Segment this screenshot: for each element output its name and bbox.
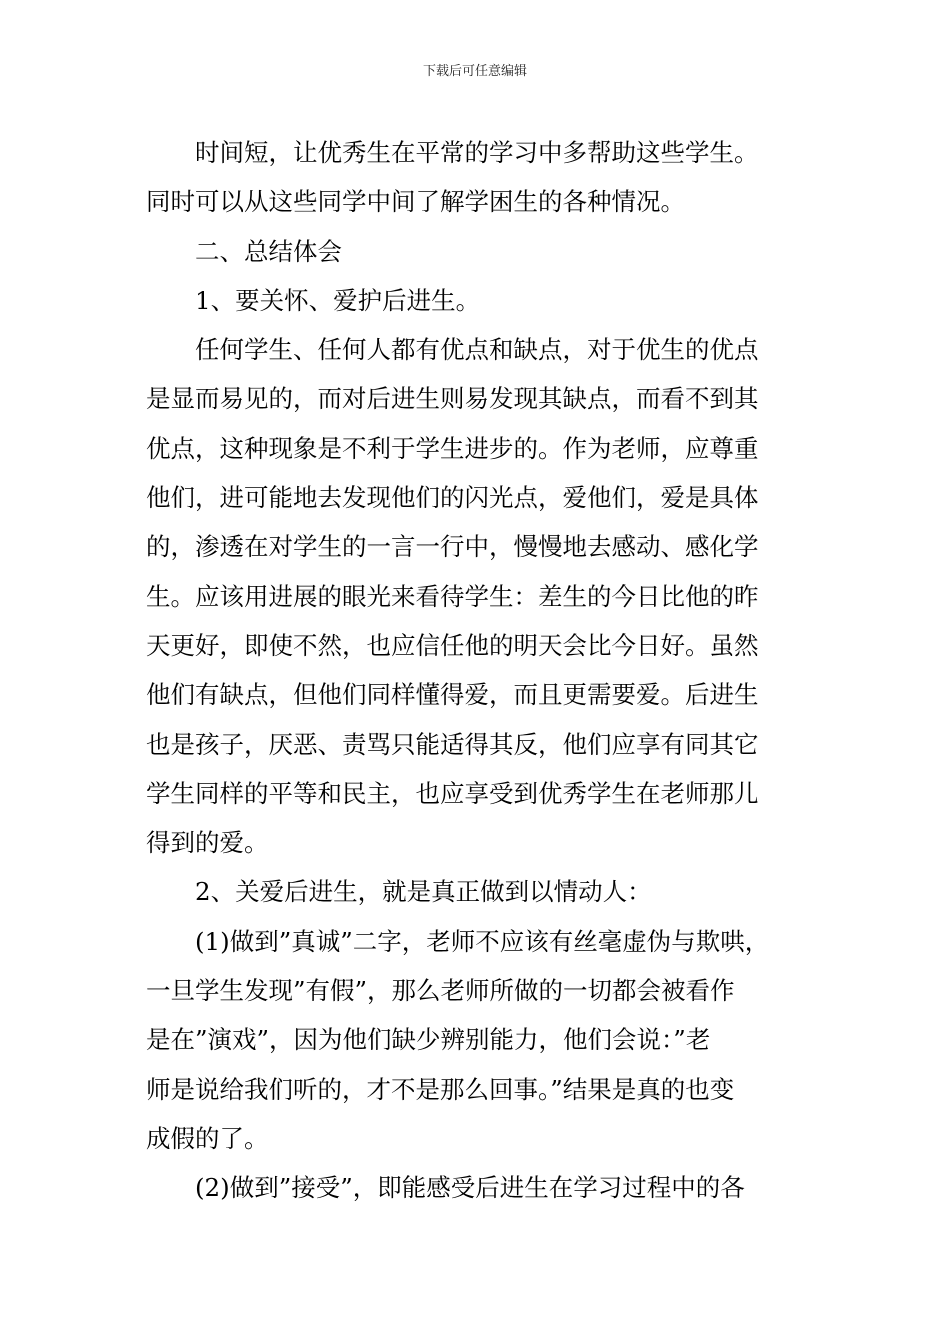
paragraph-line: 任何学生、任何人都有优点和缺点，对于优生的优点 bbox=[195, 335, 759, 365]
paragraph-line: 成假的了。 bbox=[146, 1123, 269, 1153]
paragraph-line: 生。应该用进展的眼光来看待学生：差生的今日比他的昨 bbox=[146, 581, 759, 611]
paragraph-line: 是显而易见的，而对后进生则易发现其缺点，而看不到其 bbox=[146, 384, 759, 414]
paragraph-line: 他们，进可能地去发现他们的闪光点，爱他们，爱是具体 bbox=[146, 483, 759, 513]
paragraph-line: (1)做到”真诚”二字，老师不应该有丝毫虚伪与欺哄， bbox=[195, 926, 770, 956]
paragraph-line: 他们有缺点，但他们同样懂得爱，而且更需要爱。后进生 bbox=[146, 680, 759, 710]
paragraph-line: 得到的爱。 bbox=[146, 828, 269, 858]
paragraph-line: 天更好，即使不然，也应信任他的明天会比今日好。虽然 bbox=[146, 630, 759, 660]
paragraph-line: 优点，这种现象是不利于学生进步的。作为老师，应尊重 bbox=[146, 433, 759, 463]
paragraph-line: 也是孩子，厌恶、责骂只能适得其反，他们应享有同其它 bbox=[146, 729, 759, 759]
page-header-note: 下载后可任意编辑 bbox=[422, 64, 527, 79]
document-body bbox=[146, 128, 810, 1213]
subsection-heading: 1、要关怀、爱护后进生。 bbox=[195, 285, 481, 315]
paragraph-line: (2)做到”接受”，即能感受后进生在学习过程中的各 bbox=[195, 1173, 745, 1203]
paragraph-line: 是在”演戏”，因为他们缺少辨别能力，他们会说：”老 bbox=[146, 1025, 711, 1055]
paragraph-line: 的，渗透在对学生的一言一行中，慢慢地去感动、感化学 bbox=[146, 532, 759, 562]
paragraph-line: 学生同样的平等和民主，也应享受到优秀学生在老师那儿 bbox=[146, 778, 759, 808]
subsection-heading: 2、关爱后进生，就是真正做到以情动人： bbox=[195, 877, 652, 907]
paragraph-line: 同时可以从这些同学中间了解学困生的各种情况。 bbox=[146, 187, 685, 217]
section-heading: 二、总结体会 bbox=[195, 236, 342, 266]
paragraph-line: 时间短，让优秀生在平常的学习中多帮助这些学生。 bbox=[195, 138, 759, 167]
paragraph-line: 师是说给我们听的，才不是那么回事。”结果是真的也变 bbox=[146, 1074, 735, 1104]
paragraph-line: 一旦学生发现”有假”，那么老师所做的一切都会被看作 bbox=[146, 976, 735, 1006]
